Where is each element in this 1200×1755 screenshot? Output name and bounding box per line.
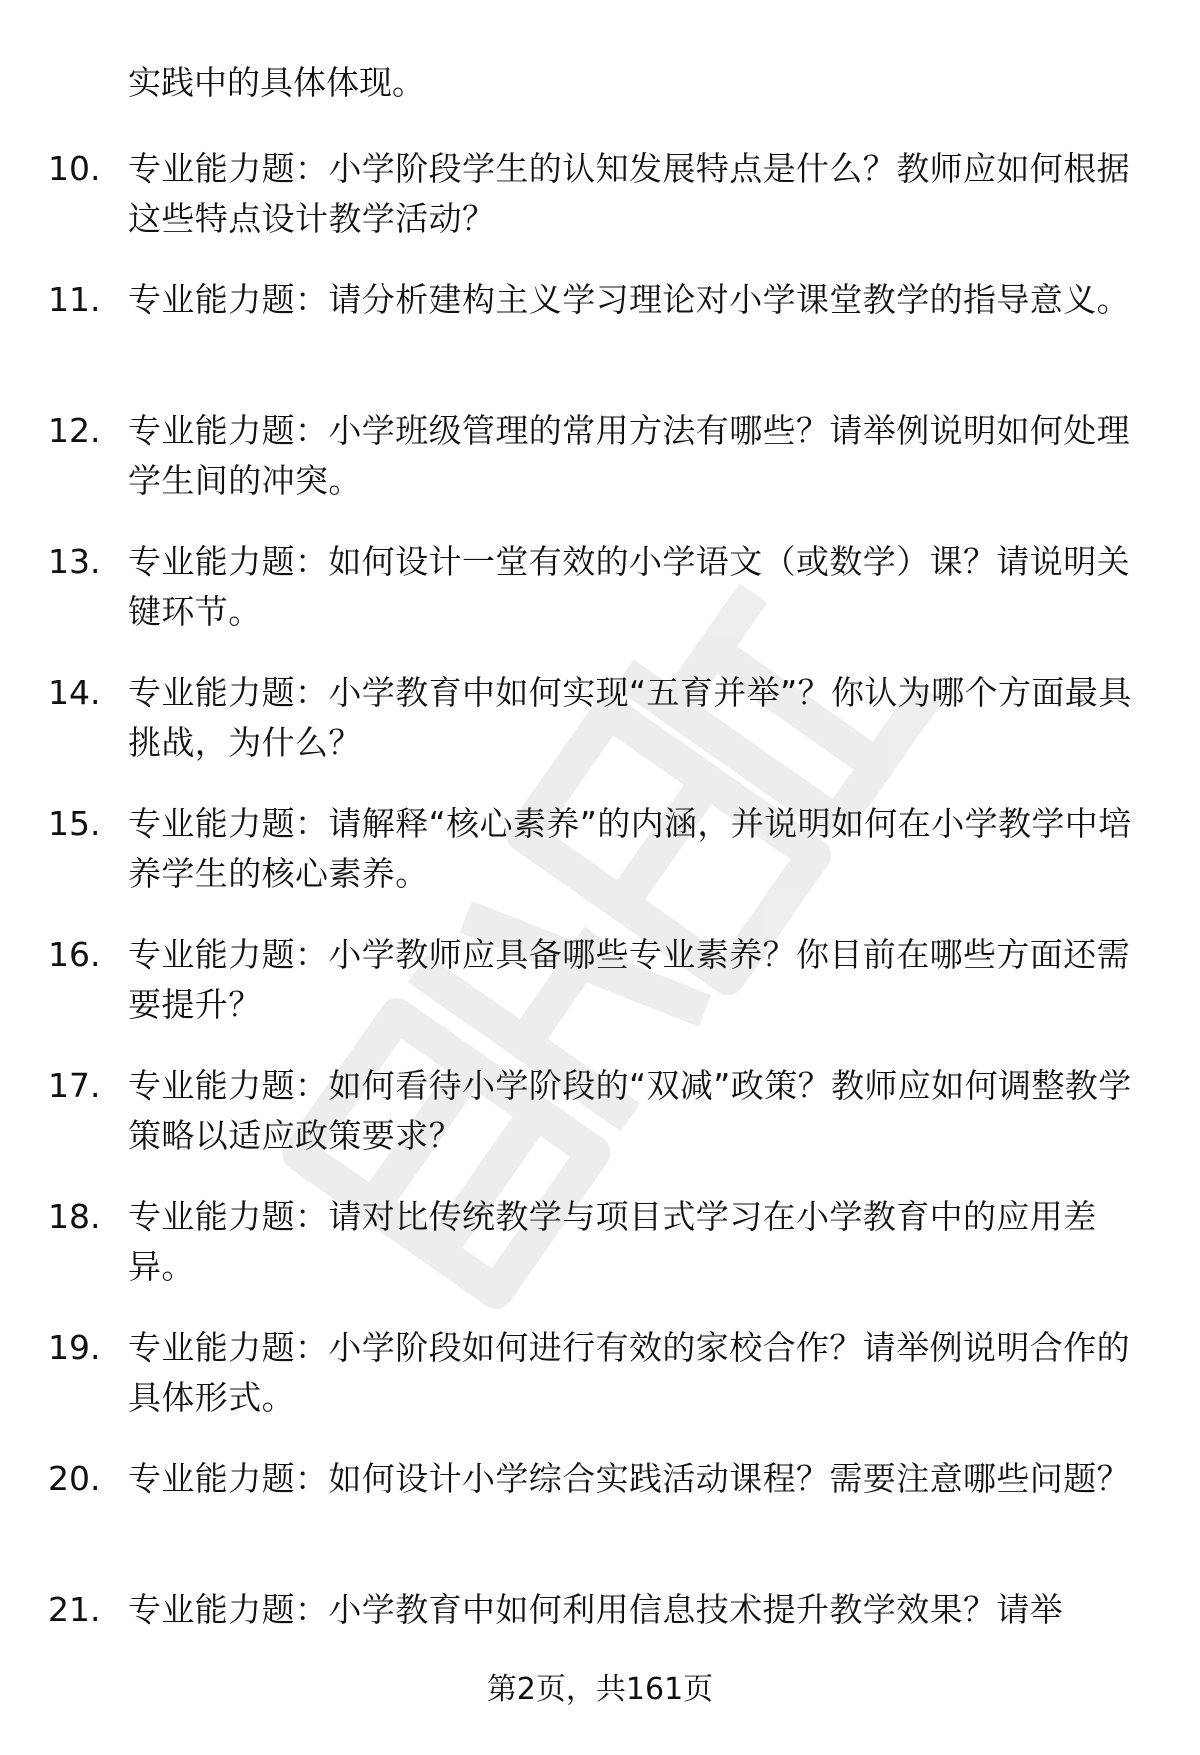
list-item <box>0 144 1200 275</box>
list-item <box>0 799 1200 930</box>
question-text: 专业能力题：小学阶段学生的认知发展特点是什么？教师应如何根据这些特点设计教学活动？ <box>128 149 1130 238</box>
question-text: 专业能力题：请解释“核心素养”的内涵，并说明如何在小学教学中培养学生的核心素养。 <box>128 804 1132 893</box>
question-number: 13. <box>48 542 101 581</box>
question-text: 专业能力题：如何看待小学阶段的“双减”政策？教师应如何调整教学策略以适应政策要求？ <box>128 1066 1132 1155</box>
question-number: 12. <box>48 411 101 450</box>
question-number: 14. <box>48 673 101 712</box>
question-text: 专业能力题：请对比传统教学与项目式学习在小学教育中的应用差异。 <box>128 1197 1097 1286</box>
list-item <box>0 930 1200 1061</box>
continued-text: 实践中的具体体现。 <box>128 63 425 102</box>
list-item <box>0 537 1200 668</box>
list-item <box>0 275 1200 406</box>
question-number: 10. <box>48 149 101 188</box>
question-text: 专业能力题：如何设计一堂有效的小学语文（或数学）课？请说明关键环节。 <box>128 542 1130 631</box>
question-number: 18. <box>48 1197 101 1236</box>
question-text: 专业能力题：小学教育中如何实现“五育并举”？你认为哪个方面最具挑战，为什么？ <box>128 673 1132 762</box>
list-item <box>0 1061 1200 1192</box>
question-number: 20. <box>48 1459 101 1498</box>
question-text: 专业能力题：小学教师应具备哪些专业素养？你目前在哪些方面还需要提升？ <box>128 935 1130 1024</box>
list-item <box>0 1454 1200 1585</box>
question-number: 21. <box>48 1590 101 1629</box>
question-text: 专业能力题：小学教育中如何利用信息技术提升教学效果？请举 <box>128 1590 1064 1629</box>
question-text: 专业能力题：小学阶段如何进行有效的家校合作？请举例说明合作的具体形式。 <box>128 1328 1130 1417</box>
question-number: 17. <box>48 1066 101 1105</box>
list-item <box>0 668 1200 799</box>
list-item <box>0 406 1200 537</box>
question-text: 专业能力题：小学班级管理的常用方法有哪些？请举例说明如何处理学生间的冲突。 <box>128 411 1130 500</box>
page-footer: 第2页，共161页 <box>486 1672 714 1707</box>
list-item <box>0 1192 1200 1323</box>
question-number: 11. <box>48 280 101 319</box>
question-number: 16. <box>48 935 101 974</box>
question-number: 19. <box>48 1328 101 1367</box>
question-list <box>0 144 1200 1716</box>
question-text: 专业能力题：请分析建构主义学习理论对小学课堂教学的指导意义。 <box>128 280 1130 319</box>
question-number: 15. <box>48 804 101 843</box>
question-text: 专业能力题：如何设计小学综合实践活动课程？需要注意哪些问题？ <box>128 1459 1130 1498</box>
list-item <box>0 1323 1200 1454</box>
